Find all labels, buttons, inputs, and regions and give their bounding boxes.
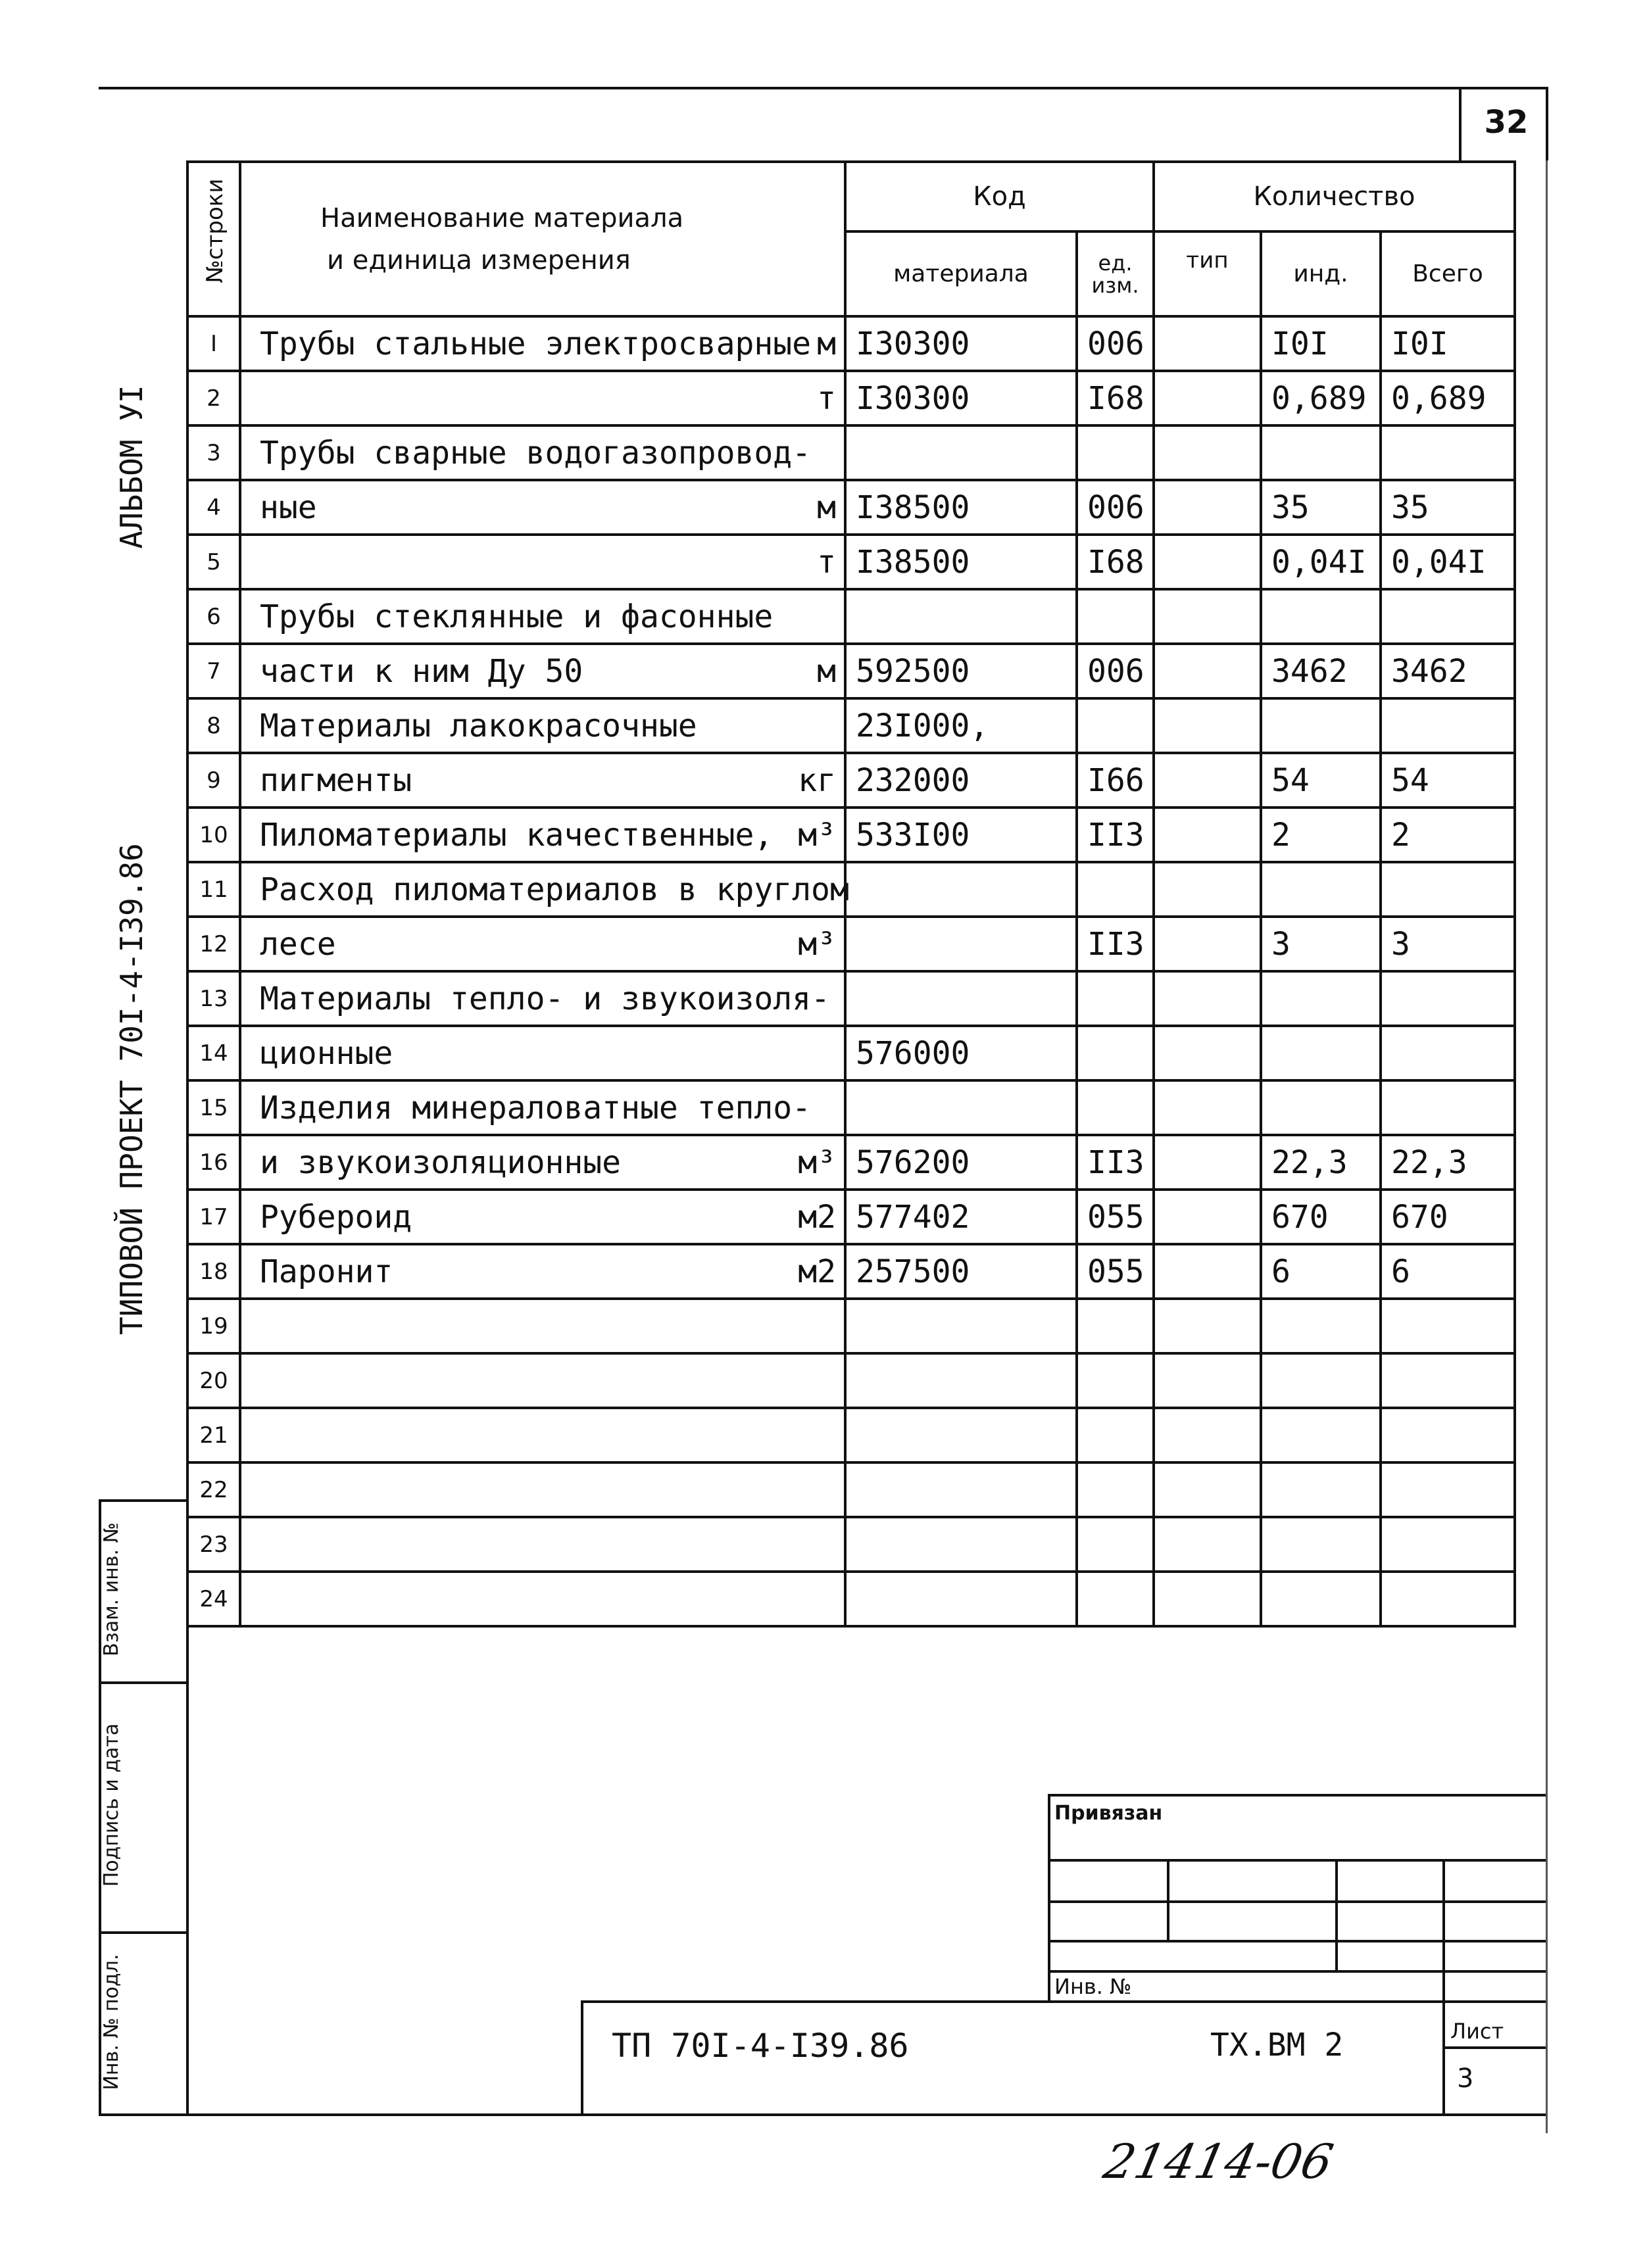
header-qty-total: Всего [1381,231,1515,316]
qty-ind [1261,1299,1381,1353]
qty-ind [1261,1517,1381,1572]
material-code: 23I000, [845,698,1077,753]
frame-bottom-line [99,2113,581,2116]
material-name: Трубы сварные водогазопровод- [260,434,812,471]
unit-code [1077,1517,1154,1572]
qty-ind: 2 [1261,808,1381,862]
material-name-cell [240,1408,845,1462]
project-label: ТИПОВОЙ ПРОЕКТ 70I-4-I39.86 [114,843,149,1335]
unit-code: II3 [1077,917,1154,971]
material-unit: м³ [798,925,836,963]
qty-total [1381,589,1515,644]
material-name: ционные [260,1034,393,1072]
header-qty-ind: инд. [1261,231,1381,316]
material-unit: кг [798,761,836,799]
table-row [187,1408,1515,1462]
material-unit: м2 [798,1198,836,1236]
qty-total [1381,425,1515,480]
qty-type [1154,753,1261,808]
material-code [845,1408,1077,1462]
row-number: 6 [187,589,240,644]
qty-type [1154,1080,1261,1135]
qty-ind: 670 [1261,1190,1381,1244]
row-number: 11 [187,862,240,917]
material-name: Изделия минераловатные тепло- [260,1089,812,1126]
material-code [845,1353,1077,1408]
table-row [187,371,1515,425]
qty-total: 6 [1381,1244,1515,1299]
qty-type [1154,1408,1261,1462]
inv-no-label: Инв. № [1054,1974,1132,1999]
header-code-material: материала [845,231,1077,316]
table-row [187,1299,1515,1353]
material-code: 232000 [845,753,1077,808]
qty-total: 0,04I [1381,535,1515,589]
material-unit: м³ [798,816,836,854]
table-row [187,1353,1515,1408]
qty-type [1154,1026,1261,1080]
material-name-cell [240,971,845,1026]
qty-type [1154,1517,1261,1572]
qty-total: 3462 [1381,644,1515,698]
material-name: пигменты [260,761,412,799]
unit-code [1077,425,1154,480]
header-qty-type: тип [1154,231,1261,316]
material-code: 592500 [845,644,1077,698]
material-name: Расход пиломатериалов в круглом [260,871,849,908]
unit-code: I68 [1077,371,1154,425]
table-row [187,1026,1515,1080]
qty-ind [1261,1080,1381,1135]
table-row [187,808,1515,862]
row-number: 7 [187,644,240,698]
qty-ind: 0,04I [1261,535,1381,589]
table-row [187,971,1515,1026]
row-number: 4 [187,480,240,535]
qty-type [1154,1353,1261,1408]
qty-ind [1261,425,1381,480]
unit-code [1077,1353,1154,1408]
table-row [187,644,1515,698]
material-name: Материалы лакокрасочные [260,707,697,744]
qty-ind [1261,1408,1381,1462]
row-number: I [187,316,240,371]
qty-type [1154,644,1261,698]
unit-code: II3 [1077,808,1154,862]
stamp-vzam-label: Взам. инв. № [100,1522,123,1656]
material-name-cell [240,371,845,425]
page-number: 32 [1484,104,1529,141]
qty-ind [1261,1462,1381,1517]
material-name: Материалы тепло- и звукоизоля- [260,980,830,1017]
row-number: 8 [187,698,240,753]
material-name: Трубы стеклянные и фасонные [260,598,774,635]
table-row [187,535,1515,589]
material-name: Рубероид [260,1198,412,1236]
unit-code: I66 [1077,753,1154,808]
material-unit: м [817,652,836,690]
table-row [187,1244,1515,1299]
qty-type [1154,535,1261,589]
unit-code [1077,1462,1154,1517]
qty-type [1154,971,1261,1026]
unit-code [1077,698,1154,753]
qty-ind [1261,1572,1381,1626]
qty-total: 35 [1381,480,1515,535]
qty-type [1154,1135,1261,1190]
unit-code: 006 [1077,644,1154,698]
row-number: 3 [187,425,240,480]
qty-total: 22,3 [1381,1135,1515,1190]
qty-ind: 3462 [1261,644,1381,698]
unit-code [1077,862,1154,917]
qty-type [1154,862,1261,917]
row-number: 19 [187,1299,240,1353]
row-number: 9 [187,753,240,808]
material-code [845,1517,1077,1572]
qty-type [1154,480,1261,535]
qty-total [1381,862,1515,917]
qty-ind: 3 [1261,917,1381,971]
top-frame-line [99,87,1548,89]
material-name-cell [240,862,849,917]
material-code [845,425,1077,480]
material-name-cell [240,535,845,589]
material-name-cell [240,1299,845,1353]
material-name-cell [240,698,845,753]
material-code: 576200 [845,1135,1077,1190]
row-number: 21 [187,1408,240,1462]
material-code [845,589,1077,644]
material-unit: м2 [798,1253,836,1290]
header-row-no-cell [187,162,240,316]
qty-ind [1261,1353,1381,1408]
table-row [187,1080,1515,1135]
qty-total [1381,1462,1515,1517]
material-code [845,971,1077,1026]
qty-type [1154,1299,1261,1353]
qty-type [1154,371,1261,425]
list-label: Лист [1450,2019,1504,2044]
page-number-box-right [1546,87,1548,160]
material-name: Паронит [260,1253,393,1290]
header-name-line2: и единица измерения [327,245,631,276]
stamp-podpis-label: Подпись и дата [100,1723,123,1887]
material-name-cell [240,1244,845,1299]
qty-ind: 22,3 [1261,1135,1381,1190]
material-name-cell [240,1190,845,1244]
frame-right-line [1546,160,1548,2133]
row-number: 20 [187,1353,240,1408]
qty-type [1154,917,1261,971]
row-number: 13 [187,971,240,1026]
material-code [845,1299,1077,1353]
qty-ind [1261,589,1381,644]
row-number: 12 [187,917,240,971]
table-row [187,862,1515,917]
material-name-cell [240,480,845,535]
row-number: 2 [187,371,240,425]
qty-type [1154,589,1261,644]
qty-total [1381,1572,1515,1626]
album-label: АЛЬБОМ УI [114,385,149,549]
material-name-cell [240,753,845,808]
table-row [187,1135,1515,1190]
qty-total [1381,1080,1515,1135]
material-code [845,1462,1077,1517]
material-unit: м³ [798,1144,836,1181]
stamp-inv-podl-label: Инв. № подл. [100,1954,123,2090]
material-code: 257500 [845,1244,1077,1299]
material-code: 533I00 [845,808,1077,862]
qty-total [1381,1299,1515,1353]
table-row [187,698,1515,753]
material-name-cell [240,917,845,971]
qty-total [1381,971,1515,1026]
table-body [187,316,1515,1626]
unit-code [1077,589,1154,644]
qty-type [1154,1244,1261,1299]
material-unit: т [817,379,836,417]
row-number: 14 [187,1026,240,1080]
table-row [187,1462,1515,1517]
material-name-cell [240,1462,845,1517]
table-row [187,1517,1515,1572]
material-name: и звукоизоляционные [260,1144,622,1181]
material-name-cell [240,808,845,862]
table-row [187,917,1515,971]
row-number: 15 [187,1080,240,1135]
header-row-no: №строки [202,178,228,283]
qty-type [1154,698,1261,753]
sheet-code: ТХ.ВМ 2 [1210,2027,1344,2063]
qty-type [1154,1190,1261,1244]
unit-code [1077,1572,1154,1626]
unit-code: I68 [1077,535,1154,589]
header-code: Код [845,162,1154,231]
row-number: 17 [187,1190,240,1244]
unit-code [1077,1299,1154,1353]
row-number: 10 [187,808,240,862]
material-unit: м [817,489,836,526]
unit-code [1077,1408,1154,1462]
material-name: Пиломатериалы качественные, [260,816,774,854]
qty-total [1381,1026,1515,1080]
list-number: 3 [1457,2063,1474,2094]
material-code: 577402 [845,1190,1077,1244]
qty-ind: I0I [1261,316,1381,371]
table-row [187,425,1515,480]
qty-ind [1261,1026,1381,1080]
header-quantity: Количество [1154,162,1515,231]
unit-code: 006 [1077,480,1154,535]
material-name-cell [240,1135,845,1190]
qty-ind [1261,971,1381,1026]
doc-code: ТП 70I-4-I39.86 [612,2027,909,2065]
material-name-cell [240,425,845,480]
material-name: Трубы стальные электросварные [260,325,812,362]
qty-total: I0I [1381,316,1515,371]
material-name-cell [240,1517,845,1572]
qty-total [1381,1408,1515,1462]
material-name: части к ним Ду 50 [260,652,583,690]
material-code: I30300 [845,371,1077,425]
unit-code [1077,1026,1154,1080]
qty-ind [1261,698,1381,753]
qty-type [1154,425,1261,480]
unit-code: 055 [1077,1244,1154,1299]
qty-type [1154,316,1261,371]
material-name-cell [240,1080,845,1135]
material-code [845,862,1077,917]
qty-ind: 35 [1261,480,1381,535]
material-name-cell [240,1026,845,1080]
table-row [187,753,1515,808]
privyazan-label: Привязан [1054,1802,1163,1825]
qty-ind: 54 [1261,753,1381,808]
material-code [845,1080,1077,1135]
material-code [845,917,1077,971]
material-name-cell [240,1572,845,1626]
material-name: лесе [260,925,336,963]
material-code: 576000 [845,1026,1077,1080]
material-code [845,1572,1077,1626]
material-name-cell [240,644,845,698]
table-row [187,316,1515,371]
material-unit: м [817,325,836,362]
unit-code: 006 [1077,316,1154,371]
handwritten-number: 21414-06 [1099,2134,1338,2189]
qty-total [1381,1353,1515,1408]
qty-total [1381,1517,1515,1572]
material-name-cell [240,316,845,371]
header-code-unit: ед. изм. [1077,231,1154,316]
material-code: I30300 [845,316,1077,371]
qty-total: 0,689 [1381,371,1515,425]
row-number: 18 [187,1244,240,1299]
qty-total: 3 [1381,917,1515,971]
qty-ind: 6 [1261,1244,1381,1299]
qty-type [1154,1462,1261,1517]
page-number-box-left [1459,87,1462,160]
unit-code [1077,971,1154,1026]
row-number: 16 [187,1135,240,1190]
material-code: I38500 [845,535,1077,589]
unit-code: 055 [1077,1190,1154,1244]
materials-table [186,160,1516,1628]
row-number: 24 [187,1572,240,1626]
unit-code [1077,1080,1154,1135]
material-name-cell [240,589,845,644]
material-name: ные [260,489,317,526]
table-row [187,1572,1515,1626]
header-name-line1: Наименование материала [320,203,684,233]
row-number: 23 [187,1517,240,1572]
row-number: 22 [187,1462,240,1517]
qty-total: 670 [1381,1190,1515,1244]
qty-type [1154,808,1261,862]
qty-total: 2 [1381,808,1515,862]
qty-type [1154,1572,1261,1626]
qty-total: 54 [1381,753,1515,808]
qty-ind: 0,689 [1261,371,1381,425]
row-number: 5 [187,535,240,589]
qty-ind [1261,862,1381,917]
header-name-cell [240,162,845,316]
table-row [187,1190,1515,1244]
qty-total [1381,698,1515,753]
table-row [187,589,1515,644]
material-unit: т [817,543,836,581]
unit-code: II3 [1077,1135,1154,1190]
table-row [187,480,1515,535]
material-name-cell [240,1353,845,1408]
material-code: I38500 [845,480,1077,535]
